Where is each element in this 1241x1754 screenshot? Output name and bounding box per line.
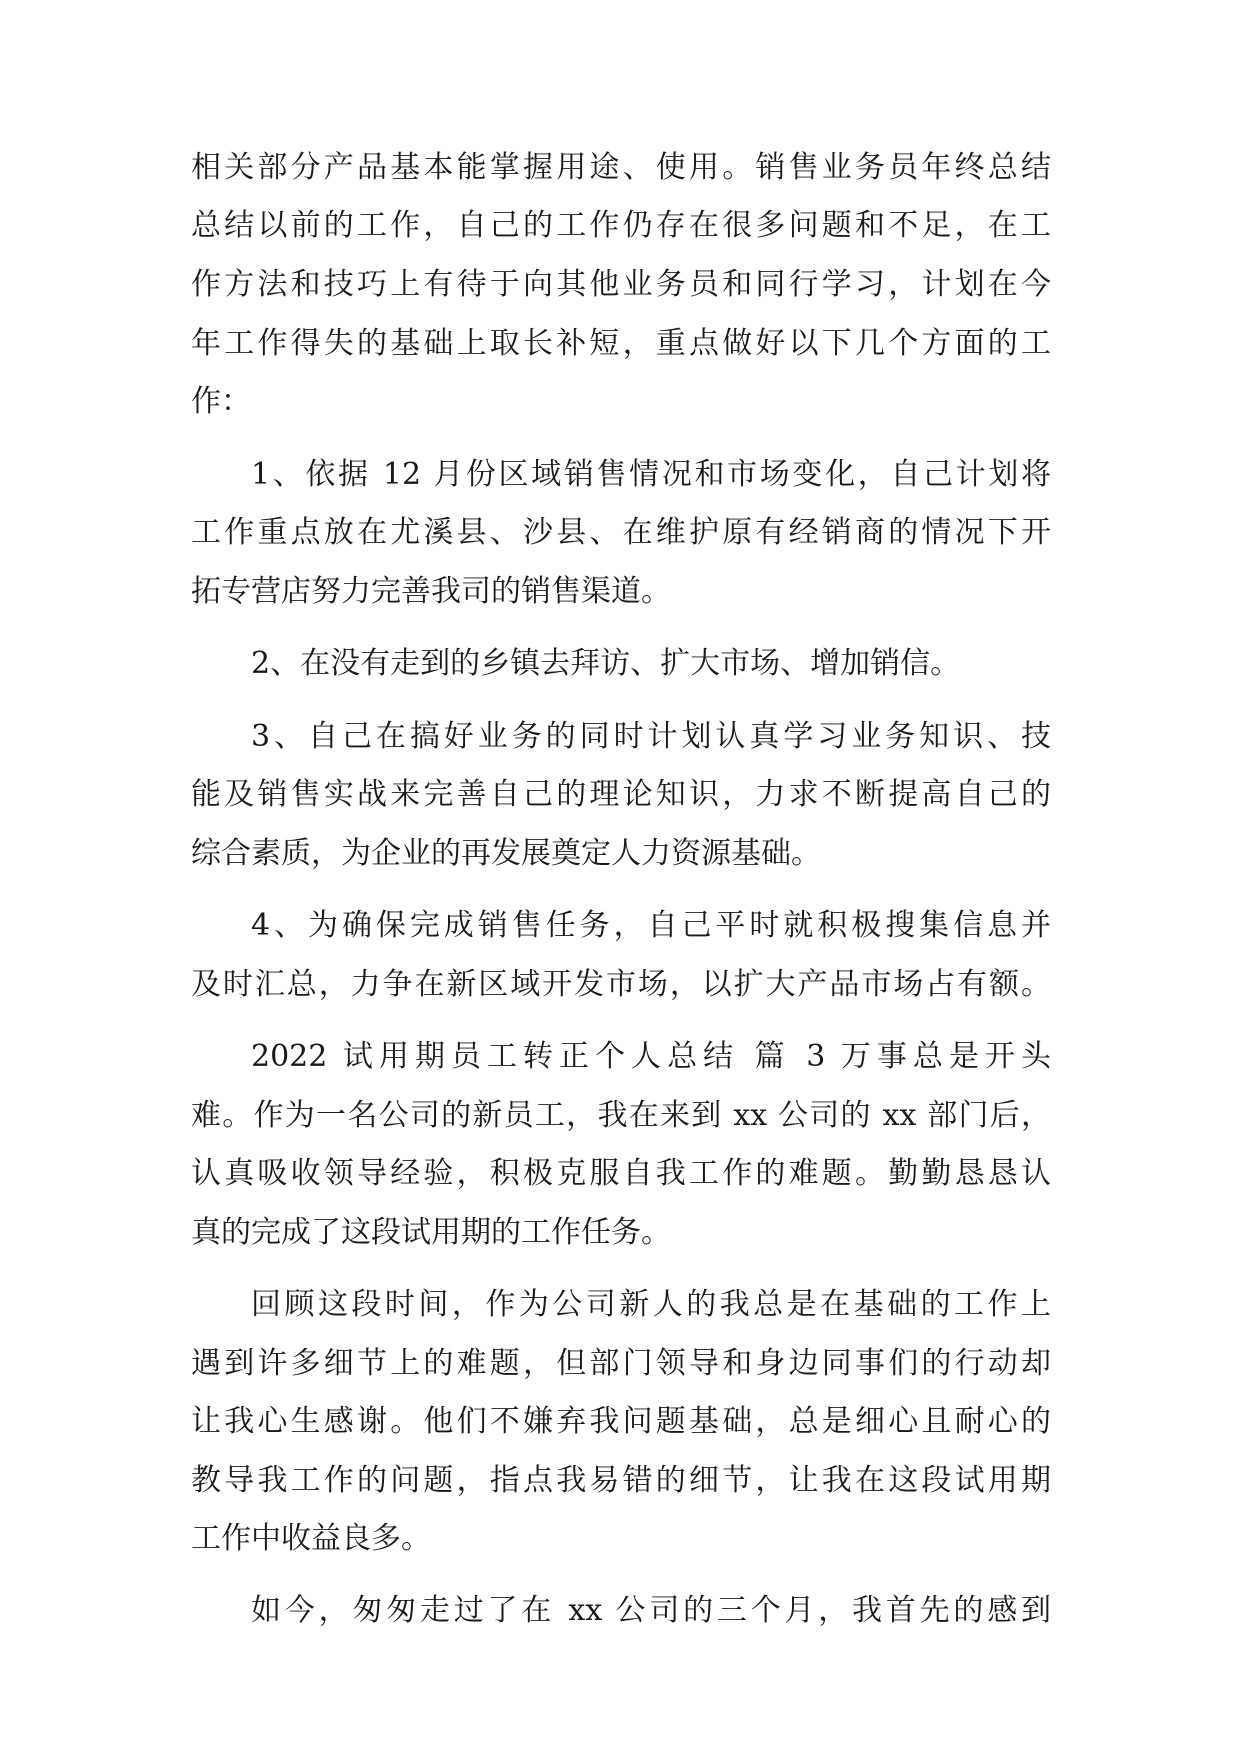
text-line: 如今，匆匆走过了在 xx 公司的三个月，我首先的感到 [251, 1593, 1051, 1628]
text-line: 3、自己在搞好业务的同时计划认真学习业务知识、技 [251, 719, 1051, 754]
text-line: 年工作得失的基础上取长补短，重点做好以下几个方面的工 [191, 326, 1051, 361]
text-line: 回顾这段时间，作为公司新人的我总是在基础的工作上 [251, 1287, 1051, 1322]
text-line: 总结以前的工作，自己的工作仍存在很多问题和不足，在工 [191, 208, 1051, 243]
text-line: 4、为确保完成销售任务，自己平时就积极搜集信息并 [251, 908, 1051, 943]
text-line: 真的完成了这段试用期的工作任务。 [191, 1215, 671, 1250]
text-line: 工作中收益良多。 [191, 1521, 431, 1556]
text-line: 认真吸收领导经验，积极克服自我工作的难题。勤勤恳恳认 [191, 1156, 1051, 1191]
text-line: 遇到许多细节上的难题，但部门领导和身边同事们的行动却 [191, 1346, 1051, 1381]
text-line: 1、依据 12 月份区域销售情况和市场变化，自己计划将 [251, 457, 1051, 492]
text-line: 2、在没有走到的乡镇去拜访、扩大市场、增加销信。 [251, 646, 961, 681]
text-line: 拓专营店努力完善我司的销售渠道。 [191, 574, 671, 609]
text-line: 让我心生感谢。他们不嫌弃我问题基础，总是细心且耐心的 [191, 1404, 1051, 1439]
text-line: 作方法和技巧上有待于向其他业务员和同行学习，计划在今 [191, 267, 1051, 302]
text-line: 相关部分产品基本能掌握用途、使用。销售业务员年终总结 [191, 150, 1051, 185]
text-line: 能及销售实战来完善自己的理论知识，力求不断提高自己的 [191, 777, 1051, 812]
text-line: 难。作为一名公司的新员工，我在来到 xx 公司的 xx 部门后， [191, 1098, 1051, 1133]
text-line: 教导我工作的问题，指点我易错的细节，让我在这段试用期 [191, 1463, 1051, 1498]
text-line: 2022 试用期员工转正个人总结 篇 3 万事总是开头 [251, 1039, 1051, 1074]
text-line: 及时汇总，力争在新区域开发市场，以扩大产品市场占有额。 [191, 967, 1051, 1002]
text-line: 工作重点放在尤溪县、沙县、在维护原有经销商的情况下开 [191, 515, 1051, 550]
text-line: 综合素质，为企业的再发展奠定人力资源基础。 [191, 836, 821, 871]
text-line: 作： [191, 384, 251, 419]
